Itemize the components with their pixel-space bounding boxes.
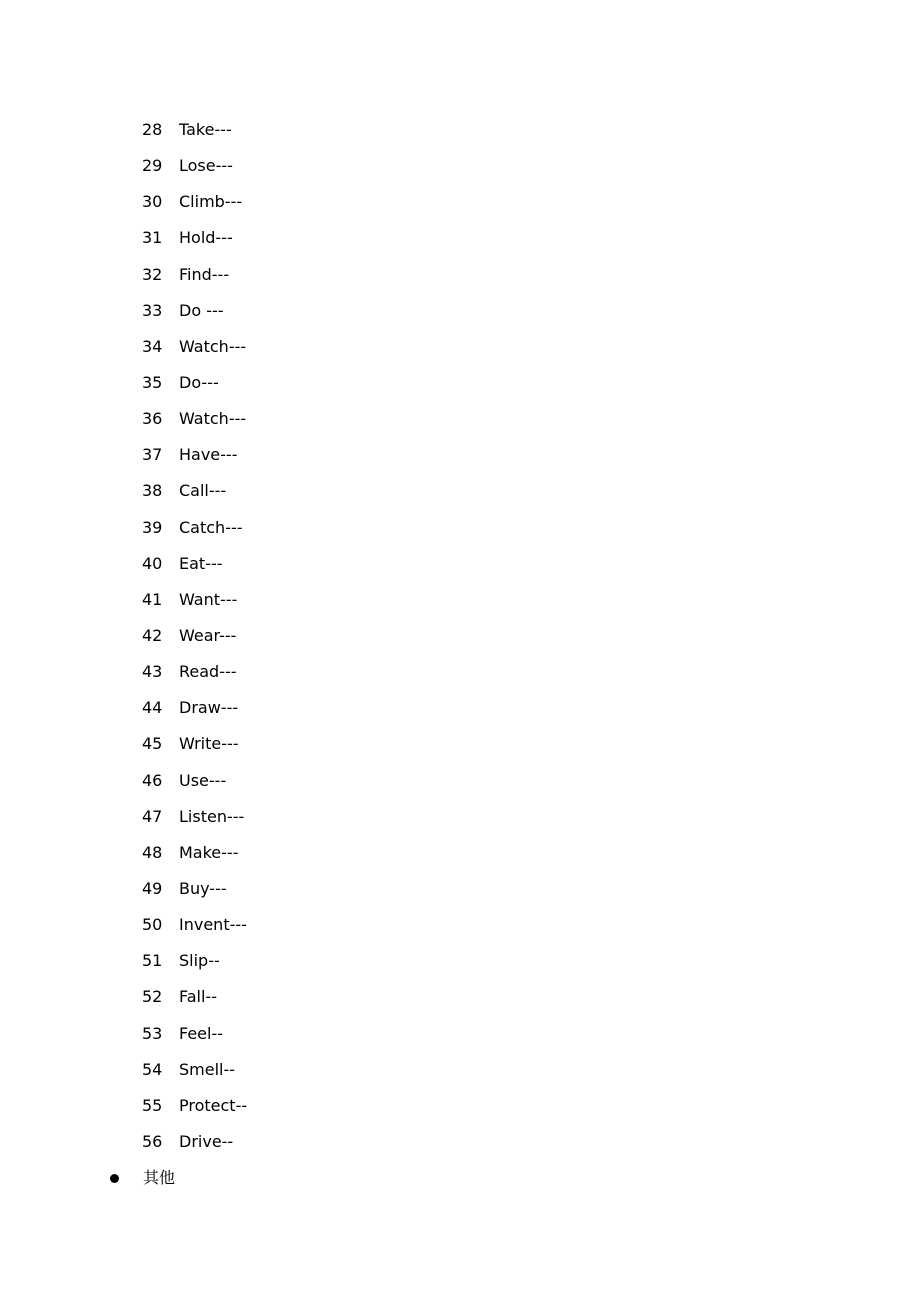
item-word: Catch--- bbox=[179, 517, 243, 537]
list-item bbox=[142, 805, 247, 841]
list-item bbox=[142, 696, 247, 732]
item-word: Make--- bbox=[179, 842, 239, 862]
item-word: Listen--- bbox=[179, 806, 245, 826]
item-word: Fall-- bbox=[179, 987, 217, 1007]
bullet-icon bbox=[110, 1174, 119, 1183]
list-item bbox=[142, 588, 247, 624]
list-item bbox=[142, 190, 247, 226]
item-number: 53 bbox=[142, 1023, 163, 1043]
list-item bbox=[142, 985, 247, 1021]
item-word: Feel-- bbox=[179, 1023, 224, 1043]
list-item bbox=[142, 154, 247, 190]
item-number: 35 bbox=[142, 372, 163, 392]
item-word: Take--- bbox=[179, 120, 232, 139]
item-word: Find--- bbox=[179, 264, 230, 284]
item-word: Read--- bbox=[179, 662, 237, 682]
item-word: Draw--- bbox=[179, 698, 239, 718]
list-item bbox=[142, 1130, 247, 1166]
item-number: 55 bbox=[142, 1095, 163, 1115]
list-item bbox=[142, 1022, 247, 1058]
verb-list bbox=[142, 118, 247, 1166]
list-item bbox=[142, 552, 247, 588]
item-number: 52 bbox=[142, 987, 163, 1007]
item-word: Watch--- bbox=[179, 336, 247, 356]
list-item bbox=[142, 479, 247, 515]
item-number: 49 bbox=[142, 878, 163, 898]
bullet-text: 其他 bbox=[143, 1168, 176, 1187]
item-number: 45 bbox=[142, 734, 163, 754]
item-number: 41 bbox=[142, 589, 163, 609]
list-item bbox=[142, 949, 247, 985]
item-number: 37 bbox=[142, 445, 163, 465]
item-word: Do --- bbox=[179, 300, 224, 320]
item-number: 44 bbox=[142, 698, 163, 718]
item-number: 33 bbox=[142, 300, 163, 320]
list-item bbox=[142, 913, 247, 949]
list-item bbox=[142, 443, 247, 479]
list-item bbox=[142, 660, 247, 696]
item-number: 36 bbox=[142, 409, 163, 429]
list-item bbox=[142, 516, 247, 552]
item-word: Slip-- bbox=[179, 951, 220, 971]
list-item bbox=[142, 335, 247, 371]
item-number: 50 bbox=[142, 915, 163, 935]
item-word: Use--- bbox=[179, 770, 227, 790]
item-word: Wear--- bbox=[179, 625, 237, 645]
item-number: 51 bbox=[142, 951, 163, 971]
list-item bbox=[142, 1058, 247, 1094]
item-number: 28 bbox=[142, 120, 163, 139]
list-item bbox=[142, 732, 247, 768]
item-word: Buy--- bbox=[179, 878, 227, 898]
item-number: 42 bbox=[142, 625, 163, 645]
item-word: Hold--- bbox=[179, 228, 233, 248]
item-word: Drive-- bbox=[179, 1131, 234, 1151]
item-number: 38 bbox=[142, 481, 163, 501]
item-word: Lose--- bbox=[179, 156, 233, 176]
item-number: 40 bbox=[142, 553, 163, 573]
list-item bbox=[142, 841, 247, 877]
item-word: Call--- bbox=[179, 481, 227, 501]
item-word: Want--- bbox=[179, 589, 238, 609]
item-word: Invent--- bbox=[179, 915, 247, 935]
list-item bbox=[142, 226, 247, 262]
item-number: 39 bbox=[142, 517, 163, 537]
list-item bbox=[142, 769, 247, 805]
item-number: 46 bbox=[142, 770, 163, 790]
list-item bbox=[142, 877, 247, 913]
item-word: Eat--- bbox=[179, 553, 223, 573]
item-number: 43 bbox=[142, 662, 163, 682]
item-number: 47 bbox=[142, 806, 163, 826]
item-word: Do--- bbox=[179, 372, 219, 392]
list-item bbox=[142, 1094, 247, 1130]
list-item bbox=[142, 371, 247, 407]
item-word: Write--- bbox=[179, 734, 239, 754]
item-number: 34 bbox=[142, 336, 163, 356]
list-item bbox=[142, 118, 247, 154]
item-number: 54 bbox=[142, 1059, 163, 1079]
list-item bbox=[142, 624, 247, 660]
item-number: 48 bbox=[142, 842, 163, 862]
item-word: Watch--- bbox=[179, 409, 247, 429]
item-number: 56 bbox=[142, 1131, 163, 1151]
item-word: Smell-- bbox=[179, 1059, 236, 1079]
list-item bbox=[142, 263, 247, 299]
item-word: Have--- bbox=[179, 445, 238, 465]
bullet-section bbox=[110, 1166, 176, 1190]
item-number: 31 bbox=[142, 228, 163, 248]
list-item bbox=[142, 299, 247, 335]
item-number: 29 bbox=[142, 156, 163, 176]
item-number: 32 bbox=[142, 264, 163, 284]
list-item bbox=[142, 407, 247, 443]
item-word: Climb--- bbox=[179, 192, 243, 212]
item-word: Protect-- bbox=[179, 1095, 248, 1115]
item-number: 30 bbox=[142, 192, 163, 212]
